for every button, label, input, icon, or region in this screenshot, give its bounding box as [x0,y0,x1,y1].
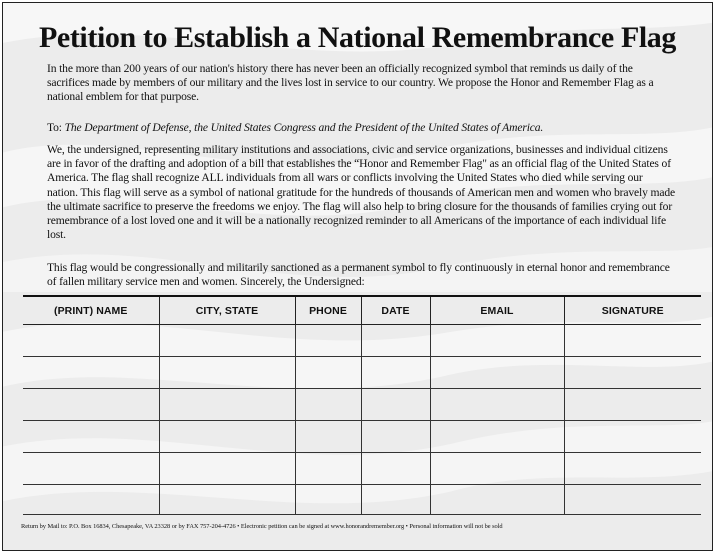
column-header-date: DATE [361,296,430,325]
closing-paragraph: This flag would be congressionally and militarily sanctioned as a permanent symbol to fly continuously in eternal honor and remembrance of fallen military service men and women. Sincerely, the Undersigned: [47,261,670,289]
city-state-cell[interactable] [159,325,295,357]
signature-row [23,389,701,421]
signature-row [23,421,701,453]
date-cell[interactable] [361,421,430,453]
signature-cell[interactable] [564,357,701,389]
phone-cell[interactable] [295,453,361,485]
email-cell[interactable] [430,485,564,515]
date-cell[interactable] [361,453,430,485]
email-cell[interactable] [430,389,564,421]
signature-cell[interactable] [564,453,701,485]
city-state-cell[interactable] [159,485,295,515]
date-cell[interactable] [361,325,430,357]
phone-cell[interactable] [295,485,361,515]
phone-cell[interactable] [295,389,361,421]
city-state-cell[interactable] [159,421,295,453]
signature-row [23,485,701,515]
date-cell[interactable] [361,485,430,515]
signature-cell[interactable] [564,485,701,515]
city-state-cell[interactable] [159,453,295,485]
column-header-name: (PRINT) NAME [23,296,159,325]
signature-cell[interactable] [564,421,701,453]
name-cell[interactable] [23,325,159,357]
column-header-email: EMAIL [430,296,564,325]
email-cell[interactable] [430,421,564,453]
city-state-cell[interactable] [159,389,295,421]
column-header-city-state: CITY, STATE [159,296,295,325]
signature-cell[interactable] [564,325,701,357]
signature-row [23,325,701,357]
email-cell[interactable] [430,453,564,485]
name-cell[interactable] [23,485,159,515]
signature-cell[interactable] [564,389,701,421]
date-cell[interactable] [361,357,430,389]
column-header-phone: PHONE [295,296,361,325]
name-cell[interactable] [23,389,159,421]
petition-body-paragraph: We, the undersigned, representing military institutions and associations, civic and service organizations, businesses and individual citizens are in favor of the drafting and adoption of a bill that establishes the “Honor and Remember Flag" as an official flag of the United States of America. The flag shall recognize ALL individuals from all wars or conflicts involving the United States who died while serving our nation. This flag will serve as a symbol of national gratitude for the hundreds of thousands of American men and women who bravely made the ultimate sacrifice to preserve the freedoms we enjoy. The flag will also help to bring closure for the thousands of families crying out for remembrance of a lost loved one and it will be a nationally recognized reminder to all Americans of the importance of each individual life lost. [47,143,675,242]
name-cell[interactable] [23,357,159,389]
signature-table-header [23,296,701,325]
date-cell[interactable] [361,389,430,421]
email-cell[interactable] [430,357,564,389]
addressee-line [47,121,675,135]
name-cell[interactable] [23,421,159,453]
signature-table [23,295,701,515]
to-label: To: [47,121,62,134]
signature-row [23,357,701,389]
signature-row [23,453,701,485]
name-cell[interactable] [23,453,159,485]
phone-cell[interactable] [295,357,361,389]
phone-cell[interactable] [295,421,361,453]
return-instructions-footer: Return by Mail to: P.O. Box 16834, Chesapeake, VA 23328 or by FAX 757-204-4726 • Electronic petition can be signed at www.honorandremember.org • Personal information will not be sold [21,523,503,530]
addressee-text: The Department of Defense, the United States Congress and the President of the United States of America. [64,121,544,134]
email-cell[interactable] [430,325,564,357]
column-header-signature: SIGNATURE [564,296,701,325]
page-title: Petition to Establish a National Remembrance Flag [38,21,677,54]
intro-paragraph: In the more than 200 years of our nation's history there has never been an officially recognized symbol that reminds us daily of the sacrifices made by members of our military and the lives lost in service to our country. We propose the Honor and Remember Flag as a national emblem for that purpose. [47,62,654,104]
petition-page [2,2,713,551]
city-state-cell[interactable] [159,357,295,389]
phone-cell[interactable] [295,325,361,357]
